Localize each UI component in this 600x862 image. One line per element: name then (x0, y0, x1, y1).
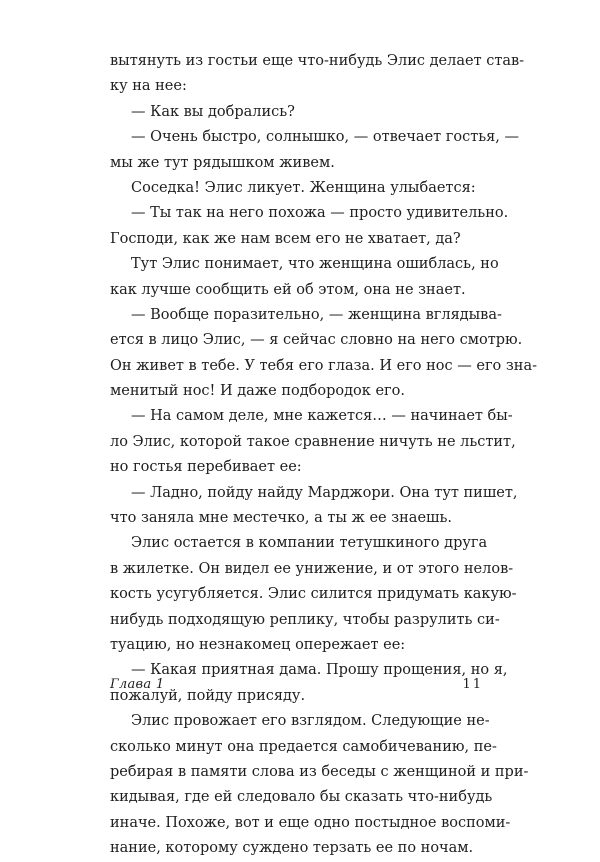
paragraph (110, 176, 483, 201)
text-line: — Какая приятная дама. Прошу прощения, но я, (131, 662, 508, 679)
text-line: но гостья перебивает ее: (110, 459, 302, 476)
text-line: нибудь подходящую реплику, чтобы разрулить си- (110, 611, 500, 628)
text-line: вытянуть из гостьи еще что-нибудь Элис делает став- (110, 53, 525, 69)
text-line: Элис остается в компании тетушкиного друга (131, 535, 488, 552)
paragraph (110, 49, 525, 100)
text-line: кидывая, где ей следовало бы сказать что-нибудь (110, 789, 493, 806)
text-line: Господи, как же нам всем его не хватает, да? (110, 230, 461, 247)
text-line: — Вообще поразительно, — женщина вглядыва- (131, 306, 502, 323)
text-line: — Как вы добрались? (131, 103, 295, 120)
text-line: сколько минут она предается самобичеванию, пе- (110, 738, 497, 755)
page-footer (110, 677, 483, 697)
text-line: что заняла мне местечко, а ты ж ее знаешь. (110, 510, 453, 527)
paragraph (110, 404, 516, 480)
text-line: ется в лицо Элис, — я сейчас словно на него смотрю. (110, 332, 523, 349)
text-line: ло Элис, которой такое сравнение ничуть не льстит, (110, 433, 516, 450)
text-line: — Ты так на него похожа — просто удивительно. (131, 205, 509, 222)
paragraph (110, 531, 517, 658)
page-number: 11 (462, 677, 483, 692)
text-line: кость усугубляется. Элис силится придумать какую- (110, 586, 517, 603)
text-line: Тут Элис понимает, что женщина ошиблась, но (131, 256, 499, 273)
text-line: пожалуй, пойду присяду. (110, 687, 306, 704)
text-line: — Ладно, пойду найду Марджори. Она тут пишет, (131, 484, 518, 501)
paragraph (110, 303, 537, 405)
page-body (110, 49, 537, 862)
text-line: ку на нее: (110, 78, 187, 95)
paragraph (110, 252, 499, 303)
text-line: Он живет в тебе. У тебя его глаза. И его нос — его зна- (110, 357, 537, 374)
paragraph (110, 709, 529, 861)
text-line: — Очень быстро, солнышко, — отвечает гостья, — (131, 129, 520, 146)
text-line: мы же тут рядышком живем. (110, 154, 335, 171)
text-line: — На самом деле, мне кажется… — начинает бы- (131, 408, 513, 425)
paragraph (110, 201, 509, 252)
text-line: в жилетке. Он видел ее унижение, и от этого нелов- (110, 560, 514, 577)
text-line: Элис провожает его взглядом. Следующие не- (131, 713, 490, 730)
text-line: туацию, но незнакомец опережает ее: (110, 636, 406, 653)
text-line: Соседка! Элис ликует. Женщина улыбается: (131, 179, 476, 196)
chapter-label: Глава 1 (110, 677, 165, 692)
text-line: ребирая в памяти слова из беседы с женщиной и при- (110, 763, 529, 780)
text-line: как лучше сообщить ей об этом, она не знает. (110, 281, 466, 298)
paragraph (110, 481, 518, 532)
text-line: иначе. Похоже, вот и еще одно постыдное воспоми- (110, 814, 511, 831)
text-line: нание, которому суждено терзать ее по ночам. (110, 840, 474, 857)
paragraph (110, 100, 483, 125)
paragraph (110, 125, 520, 176)
text-line: менитый нос! И даже подбородок его. (110, 383, 405, 400)
